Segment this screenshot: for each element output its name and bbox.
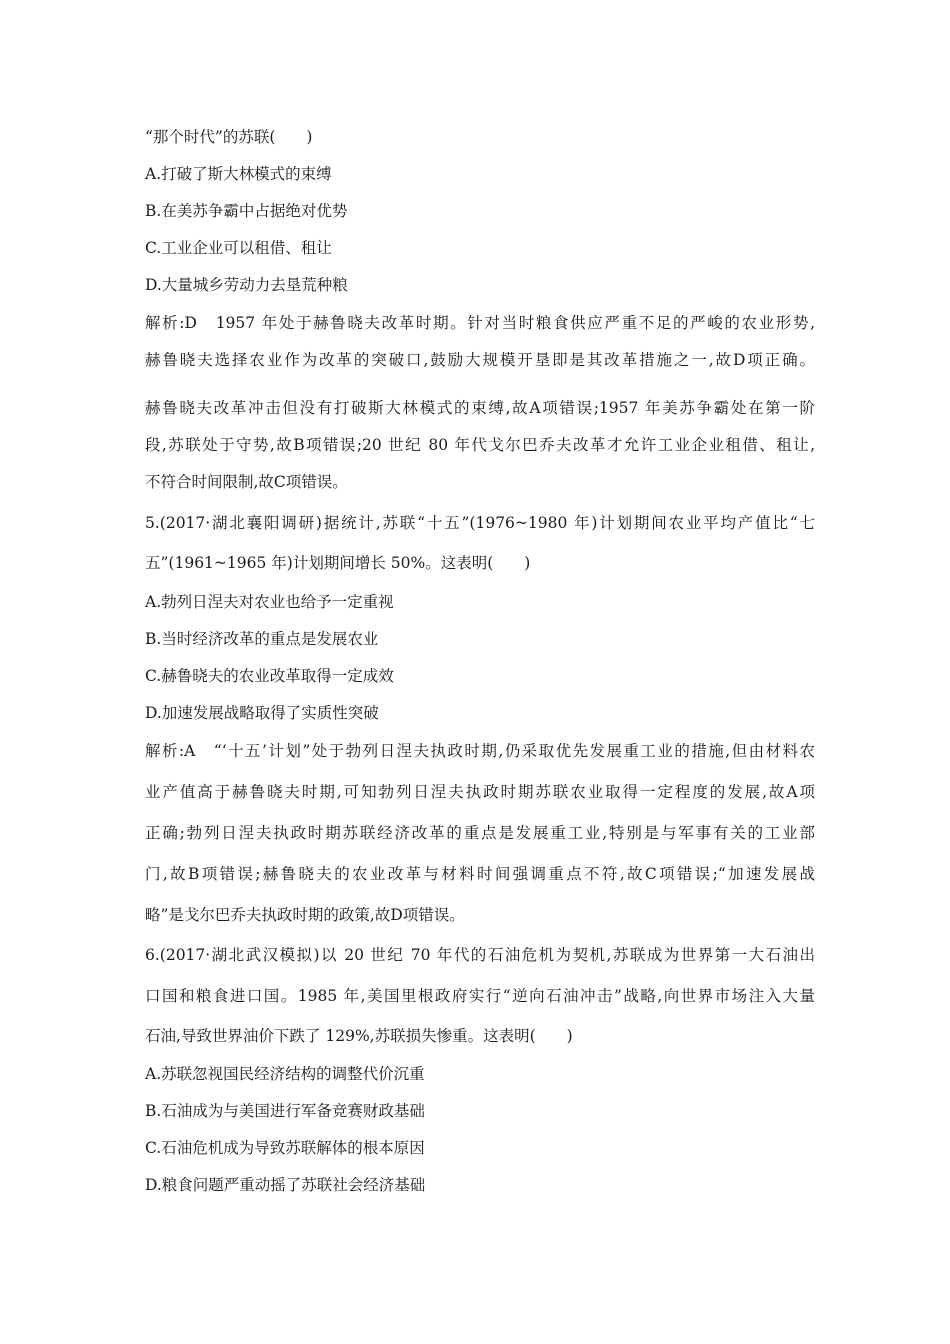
question-6-option-b: B.石油成为与美国进行军备竞赛财政基础 bbox=[145, 1102, 425, 1120]
question-5-option-c: C.赫鲁晓夫的农业改革取得一定成效 bbox=[145, 667, 394, 685]
question-4-analysis-line: 不符合时间限制,故C项错误。 bbox=[145, 473, 348, 491]
question-6-option-a: A.苏联忽视国民经济结构的调整代价沉重 bbox=[145, 1065, 425, 1083]
question-5-stem-line: 5.(2017·湖北襄阳调研)据统计,苏联“十五”(1976~1980 年)计划期间农业平均产值比“七 bbox=[145, 514, 815, 532]
question-4-analysis-line: 段,苏联处于守势,故B项错误;20 世纪 80 年代戈尔巴乔夫改革才允许工业企业租借、租让, bbox=[145, 436, 815, 454]
question-5-analysis-line: 解析:A “‘十五’计划”处于勃列日涅夫执政时期,仍采取优先发展重工业的措施,但由材料农 bbox=[145, 742, 815, 760]
question-5-option-a: A.勃列日涅夫对农业也给予一定重视 bbox=[145, 593, 394, 611]
question-4-analysis-line: 解析:D 1957 年处于赫鲁晓夫改革时期。针对当时粮食供应严重不足的严峻的农业形势, bbox=[145, 314, 815, 332]
question-5-analysis-line: 业产值高于赫鲁晓夫时期,可知勃列日涅夫执政时期苏联农业取得一定程度的发展,故A项 bbox=[145, 783, 815, 801]
question-5-analysis-line: 正确;勃列日涅夫执政时期苏联经济改革的重点是发展重工业,特别是与军事有关的工业部 bbox=[145, 824, 815, 842]
question-4-option-c: C.工业企业可以租借、租让 bbox=[145, 239, 332, 257]
question-5-stem-line: 五”(1961~1965 年)计划期间增长 50%。这表明( ) bbox=[145, 554, 531, 572]
question-5-analysis-line: 门,故B项错误;赫鲁晓夫的农业改革与材料时间强调重点不符,故C项错误;“加速发展战 bbox=[145, 865, 815, 883]
question-6-option-c: C.石油危机成为导致苏联解体的根本原因 bbox=[145, 1139, 425, 1157]
question-4-option-d: D.大量城乡劳动力去垦荒种粮 bbox=[145, 276, 348, 294]
question-6-option-d: D.粮食问题严重动摇了苏联社会经济基础 bbox=[145, 1176, 426, 1194]
question-5-option-b: B.当时经济改革的重点是发展农业 bbox=[145, 630, 379, 648]
question-4-stem: “那个时代”的苏联( ) bbox=[145, 128, 313, 146]
question-4-analysis-line: 赫鲁晓夫改革冲击但没有打破斯大林模式的束缚,故A项错误;1957 年美苏争霸处在第一阶 bbox=[145, 399, 815, 417]
question-5-option-d: D.加速发展战略取得了实质性突破 bbox=[145, 704, 379, 722]
question-5-analysis-line: 略”是戈尔巴乔夫执政时期的政策,故D项错误。 bbox=[145, 906, 465, 924]
question-4-option-a: A.打破了斯大林模式的束缚 bbox=[145, 165, 332, 183]
question-6-stem-line: 石油,导致世界油价下跌了 129%,苏联损失惨重。这表明( ) bbox=[145, 1027, 573, 1045]
question-6-stem-line: 口国和粮食进口国。1985 年,美国里根政府实行“逆向石油冲击”战略,向世界市场注入大量 bbox=[145, 987, 815, 1005]
question-4-analysis-line: 赫鲁晓夫选择农业作为改革的突破口,鼓励大规模开垦即是其改革措施之一,故D项正确。 bbox=[145, 351, 815, 369]
question-4-option-b: B.在美苏争霸中占据绝对优势 bbox=[145, 202, 348, 220]
question-6-stem-line: 6.(2017·湖北武汉模拟)以 20 世纪 70 年代的石油危机为契机,苏联成为世界第一大石油出 bbox=[145, 946, 815, 964]
